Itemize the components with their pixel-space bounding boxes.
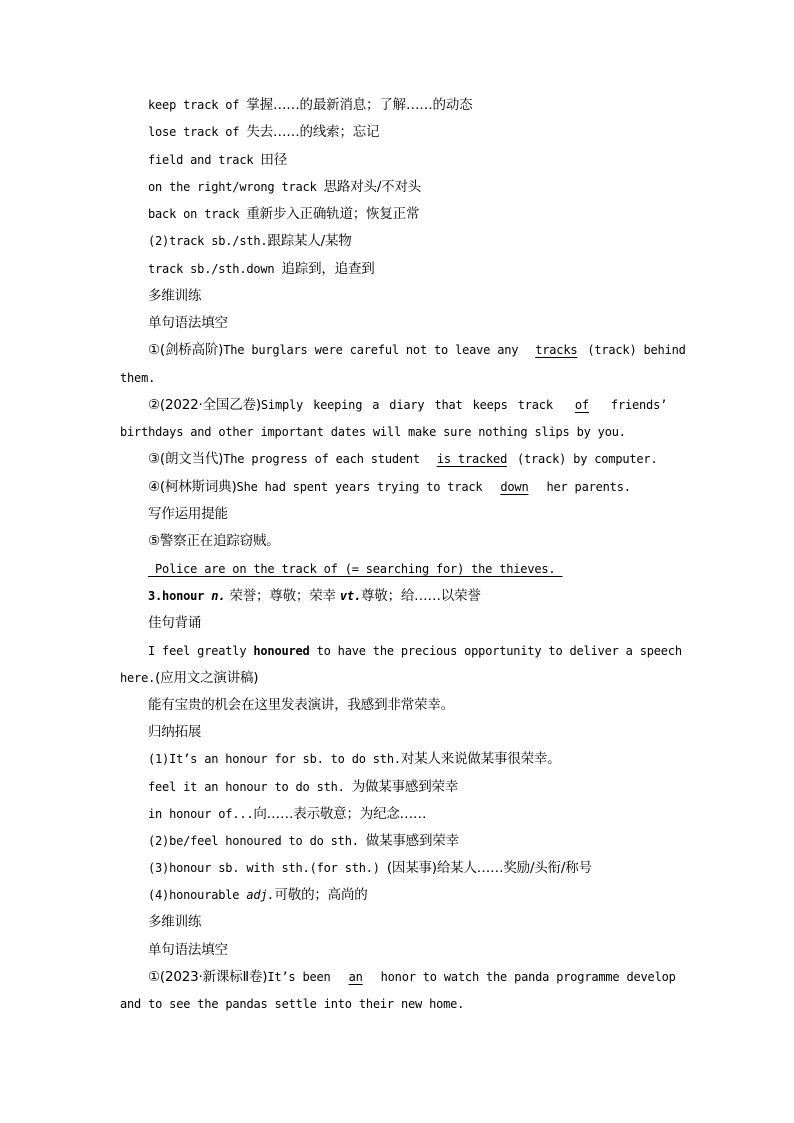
phrase-field-and-track: field and track 田径 (148, 152, 288, 168)
expansion-1: (1)It’s an honour for sb. to do sth.对某人来说做某事很荣幸。 (148, 751, 561, 767)
entry-honour-heading: 3.honour n. 荣誉；尊敬；荣幸 vt.尊敬；给……以荣誉 (148, 588, 481, 604)
section-heading-expansion: 归纳拓展 (148, 724, 202, 740)
answer-blank: tracks (535, 343, 578, 357)
phrase-lose-track-of: lose track of 失去……的线索；忘记 (148, 124, 380, 140)
phrase-back-on-track: back on track 重新步入正确轨道；恢复正常 (148, 206, 420, 222)
section-heading-grammar-fill: 单句语法填空 (148, 315, 228, 331)
expansion-5: (3)honour sb. with sth.(for sth.) (因某事)给某人……奖励/头衔/称号 (148, 860, 592, 876)
expansion-2: feel it an honour to do sth. 为做某事感到荣幸 (148, 779, 459, 795)
exercise-honour-1: ①(2023·新课标Ⅱ卷)It’s been an honor to watch the panda programme develop (148, 969, 676, 985)
exercise-1: ①(剑桥高阶)The burglars were careful not to leave any tracks (track) behind (148, 342, 686, 358)
example-sentence-translation: 能有宝贵的机会在这里发表演讲，我感到非常荣幸。 (148, 697, 454, 713)
expansion-6: (4)honourable adj.可敬的；高尚的 (148, 887, 368, 903)
section-heading-writing: 写作运用提能 (148, 506, 228, 522)
exercise-2: ②(2022·全国乙卷)Simply keeping a diary that keeps track of friends’ (148, 397, 668, 413)
exercise-5: ⑤警察正在追踪窃贼。 (148, 533, 280, 549)
example-sentence: I feel greatly honoured to have the precious opportunity to deliver a speech (148, 644, 682, 658)
example-sentence-cont: here.(应用文之演讲稿) (120, 670, 259, 686)
phrase-track-down: track sb./sth.down 追踪到，追查到 (148, 261, 375, 277)
section-heading-practice-2: 多维训练 (148, 914, 202, 930)
answer-blank: is tracked (436, 452, 508, 466)
exercise-4: ④(柯林斯词典)She had spent years trying to track down her parents. (148, 479, 631, 495)
answer-blank: of (574, 398, 589, 412)
phrase-track-sb: (2)track sb./sth.跟踪某人/某物 (148, 233, 352, 249)
phrase-on-the-right-track: on the right/wrong track 思路对头/不对头 (148, 179, 422, 195)
section-heading-practice: 多维训练 (148, 288, 202, 304)
expansion-3: in honour of...向……表示敬意；为纪念…… (148, 806, 427, 822)
section-heading-sentence: 佳句背诵 (148, 615, 202, 631)
section-heading-grammar-fill-2: 单句语法填空 (148, 942, 228, 958)
exercise-honour-1-cont: and to see the pandas settle into their new home. (120, 997, 465, 1011)
exercise-5-answer: Police are on the track of (= searching for) the thieves. (148, 562, 563, 576)
answer-blank: down (500, 480, 529, 494)
exercise-2-cont: birthdays and other important dates will make sure nothing slips by you. (120, 425, 626, 439)
exercise-3: ③(朗文当代)The progress of each student is tracked (track) by computer. (148, 451, 658, 467)
exercise-1-cont: them. (120, 371, 156, 385)
phrase-keep-track-of: keep track of 掌握……的最新消息；了解……的动态 (148, 97, 473, 113)
answer-blank: an (348, 970, 363, 984)
expansion-4: (2)be/feel honoured to do sth. 做某事感到荣幸 (148, 833, 459, 849)
